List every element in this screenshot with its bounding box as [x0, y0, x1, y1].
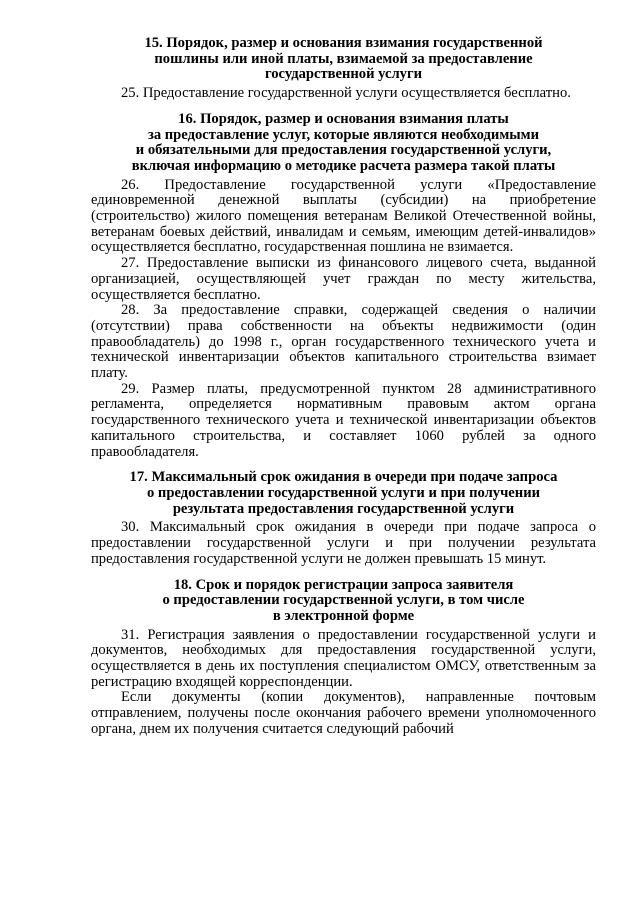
section-18	[91, 578, 596, 738]
section-17	[91, 470, 596, 567]
section-heading: 18. Срок и порядок регистрации запроса заявителя о предоставлении государственной услуги, в том числе в электронной форме	[162, 576, 525, 624]
section-16	[91, 112, 596, 460]
paragraph: 27. Предоставление выписки из финансового лицевого счета, выданной организацией, осуществляющей учет граждан по месту жительства, осуществляется бесплатно.	[91, 255, 596, 303]
paragraph: 28. За предоставление справки, содержащей сведения о наличии (отсутствии) права собственности на объекты недвижимости (один правообладатель) до 1998 г., орган государственного технического учета и технической инвентаризации объектов капитального строительства взимает плату.	[91, 302, 596, 382]
paragraph: 30. Максимальный срок ожидания в очереди при подаче запроса о предоставлении государственной услуги и при получении результата предоставления государственной услуги не должен превышать 15 минут.	[91, 519, 596, 567]
paragraph: 25. Предоставление государственной услуги осуществляется бесплатно.	[121, 85, 571, 102]
section-heading: 17. Максимальный срок ожидания в очереди при подаче запроса о предоставлении государственной услуги и при получении результата предоставления государственной услуги	[129, 469, 558, 517]
section-heading: 15. Порядок, размер и основания взимания государственной пошлины или иной платы, взимаемой за предоставление государственной услуги	[144, 35, 543, 83]
section-15	[91, 36, 596, 102]
section-gap	[91, 568, 596, 578]
document-page	[91, 36, 596, 738]
paragraph: Если документы (копии документов), направленные почтовым отправлением, получены после окончания рабочего времени уполномоченного органа, днем их получения считается следующий рабочий	[91, 689, 596, 737]
paragraph: 26. Предоставление государственной услуги «Предоставление единовременной денежной выплаты (субсидии) на приобретение (строительство) жилого помещения ветеранам Великой Отечественной войны, ветеранам боевых действий, инвалидам и семьям, имеющим детей-инвалидов» осуществляется бесплатно, государственная пошлина не взимается.	[91, 176, 596, 256]
section-heading: 16. Порядок, размер и основания взимания платы за предоставление услуг, которые являются необходимыми и обязательными для предоставления государственной услуги, включая информацию о методике расчета размера такой платы	[131, 110, 556, 174]
paragraph: 31. Регистрация заявления о предоставлении государственной услуги и документов, необходимых для предоставления государственной услуги, осуществляется в день их поступления специалистом ОМСУ, ответственным за регистрацию входящей корреспонденции.	[91, 626, 596, 690]
paragraph: 29. Размер платы, предусмотренной пунктом 28 административного регламента, определяется нормативным правовым актом органа государственного технического учета и технической инвентаризации объектов капитального строительства, и составляет 1060 рублей за одного правообладателя.	[91, 380, 596, 460]
